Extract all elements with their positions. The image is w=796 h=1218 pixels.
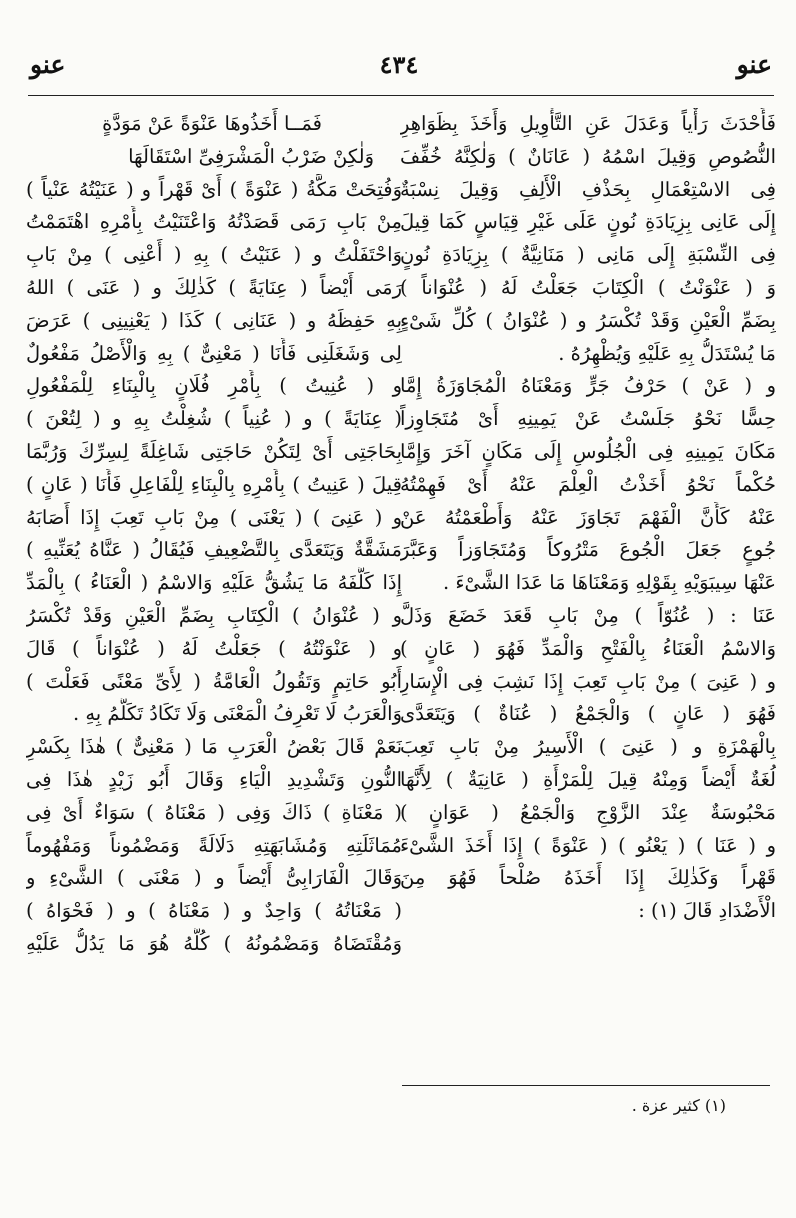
text-line: مَكَانَ يَمِينِهِ فِى الْجُلُوسِ إِلَى مَكَانٍ آخَرَ وَإِمَّا	[400, 439, 776, 463]
text-line: وَ ( عَنْوَنْتُ ) الْكِتَابَ جَعَلْتُ لَهُ ( عُنْوَاناً )	[400, 275, 776, 299]
text-line: الْأَضْدَادِ قَالَ (١) :	[638, 899, 776, 923]
text-line: مَحْبُوسَةٌ عِنْدَ الزَّوْجِ وَالْجَمْعُ ( عَوَانٍ )	[400, 800, 776, 824]
text-line: فَهُوَ ( عَانٍ ) وَالْجَمْعُ ( عُنَاةٌ ) وَيَتَعَدَّى	[400, 702, 776, 726]
footnote-rule	[402, 1085, 770, 1086]
text-line: و ( عَنِىَ ) ( يَعْنَى ) مِنْ بَابِ تَعِبَ إِذَا أَصَابَهُ	[26, 505, 402, 529]
text-line: النُّونِ وَتَشْدِيدِ الْيَاءِ وَقَالَ أَبُو زَيْدٍ هٰذَا فِى	[26, 767, 402, 791]
right-column	[400, 108, 776, 928]
text-line: بِالْهَمْزَةِ و ( عَنِىَ ) الْأَسِيرُ مِنْ بَابِ تَعِبَ	[400, 735, 776, 759]
text-line: و ( عُنِيتُ ) بِأَمْرِ فُلَانٍ بِالْبِنَاءِ لِلْمَفْعُولِ	[26, 374, 402, 398]
text-line: فِى الاسْتِعْمَالِ بِحَذْفِ الْأَلِفِ وَقِيلَ نِسْبَةٌ	[400, 177, 776, 201]
text-line: ( عِنَايَةً ) و ( عُنِياً ) شُغِلْتُ بِهِ و ( لِتُعْنَ )	[26, 407, 402, 431]
text-line: بِهِ حَفِظَهُ و ( عَنَانِى ) كَذَا ( يَعْنِينِى ) عَرَضَ	[26, 308, 402, 332]
text-line: أَبُو حَاتِمٍ وَتَقُولُ الْعَامَّةُ ( لِأَىِّ مَعْنًى فَعَلْتَ )	[26, 669, 402, 693]
text-line: النُّصُوصِ وَقِيلَ اسْمُهُ ( عَانَانٌ ) وَلٰكِنَّهُ خُفِّفَ	[400, 144, 776, 168]
text-line: مُمَاثَلَتِهِ وَمُشَابَهَتِهِ دَلَالَةً وَمَضْمُوناً وَمَفْهُوماً	[26, 833, 402, 857]
text-line: وَقَالَ الْفَارَابِىُّ أَيْضاً و ( مَعْنَى ) الشَّىْءِ و	[26, 866, 402, 890]
text-line: فَأَحْدَثَ رَأْياً وَعَدَلَ عَنِ التَّأْوِيلِ وَأَخَذَ بِظَوَاهِرِ	[400, 112, 776, 135]
text-line: بِضَمِّ الْعَيْنِ وَقَدْ تُكْسَرُ و ( عُنْوَانُ ) كُلِّ شَىْءٍ	[400, 308, 776, 332]
text-line: عَنَا : ( عُنُوّاً ) مِنْ بَابِ قَعَدَ خَضَعَ وَذَلَّ	[400, 603, 776, 627]
page-number: ٤٣٤	[379, 50, 419, 79]
text-line: وَاحْتَفَلْتُ و ( عَنَيْتُ ) بِهِ ( أَعْنِى ) مِنْ بَابِ	[26, 243, 402, 267]
header-guide-word-left: عنو	[30, 50, 66, 79]
text-line: إِذَا كَلَّفَهُ مَا يَشُقُّ عَلَيْهِ وَالاسْمُ ( الْعَنَاءُ ) بِالْمَدِّ	[26, 571, 402, 595]
text-line: نَعَمْ قَالَ بَعْضُ الْعَرَبِ مَا ( مَعْنِىٌّ ) هٰذَا بِكَسْرِ	[26, 735, 402, 759]
text-line: فَمَــا أَخَذُوهَا عَنْوَةً عَنْ مَوَدَّةٍ	[102, 112, 322, 135]
text-line: و ( عَنْ ) حَرْفُ جَرٍّ وَمَعْنَاهُ الْمُجَاوَزَةُ إِمَّا	[400, 374, 776, 398]
text-line: وَالاسْمُ الْعَنَاءُ بِالْفَتْحِ وَالْمَدِّ فَهُوَ ( عَانٍ )	[400, 636, 776, 660]
text-line: حُكْماً نَحْوُ أَخَذْتُ الْعِلْمَ عَنْهُ أَىْ فَهِمْتُهُ	[400, 472, 776, 496]
text-line: عَنْهُ كَأَنَّ الْفَهْمَ تَجَاوَزَ عَنْهُ وَأَطْعَمْتُهُ عَنْ	[400, 505, 776, 529]
text-line: ( مَعْنَاةِ ) ذَاكَ وَفِى ( مَعْنَاهُ ) سَوَاءٌ أَىْ فِى	[26, 800, 402, 824]
text-line: قِيلَ ( عَنِيتُ ) بِأَمْرِهِ بِالْبِنَاءِ لِلْفَاعِلِ فَأَنَا ( عَانٍ )	[26, 472, 402, 496]
header-guide-word-right: عنو	[736, 50, 772, 79]
text-line: إِلَى عَانِى بِزِيَادَةِ نُونٍ عَلَى غَيْرِ قِيَاسٍ كَمَا قِيلَ	[400, 210, 776, 234]
text-line: ( مَعْنَاتُهُ ) وَاحِدٌ و ( مَعْنَاهُ ) و ( فَحْوَاهُ )	[26, 899, 402, 923]
text-line: وَمُقْتَضَاهُ وَمَضْمُونُهُ ) كُلُّهُ هُوَ مَا يَدُلُّ عَلَيْهِ	[26, 931, 402, 955]
left-column	[26, 108, 402, 961]
text-line: مَا يُسْتَدَلُّ بِهِ عَلَيْهِ وَيُظْهِرُهُ .	[558, 341, 776, 365]
text-line: و ( عُنْوَانُ ) الْكِتَابِ بِضَمِّ الْعَيْنِ وَقَدْ تُكْسَرُ	[26, 603, 402, 627]
text-line: وَفُتِحَتْ مَكَّةُ ( عَنْوَةً ) أَىْ قَهْراً و ( عَنَيْتُهُ عَنْياً )	[26, 177, 402, 201]
header-rule	[28, 95, 774, 96]
text-line: مِنْ بَابِ رَمَى قَصَدْتُهُ وَاعْتَنَيْتُ بِأَمْرِهِ اهْتَمَمْتُ	[26, 210, 402, 234]
text-line: فِى النِّسْبَةِ إِلَى مَانِى ( مَنَانِيَّةٌ ) بِزِيَادَةِ نُونٍ	[400, 243, 776, 267]
text-line: جُوعٍ جَعَلَ الْجُوعَ مَتْرُوكاً وَمُتَجَاوَزاً وَعَبَّرَ	[400, 538, 776, 562]
text-line: لِى وَشَغَلَنِى فَأَنَا ( مَعْنِىٌّ ) بِهِ وَالْأَصْلُ مَفْعُولٌ	[26, 341, 402, 365]
footnote: (١) كثير عزة .	[631, 1096, 726, 1115]
text-line: قَهْراً وَكَذٰلِكَ إِذَا أَخَذَهُ صُلْحاً فَهُوَ مِنَ	[400, 866, 776, 890]
text-line: لُغَةٌ أَيْضاً وَمِنْهُ قِيلَ لِلْمَرْأَةِ ( عَانِيَةٌ ) لِأَنَّهَا	[400, 767, 776, 791]
text-line: حِسًّا نَحْوُ جَلَسْتُ عَنْ يَمِينِهِ أَىْ مُتَجَاوِزاً	[400, 407, 776, 431]
page-header	[24, 38, 774, 98]
text-line: مَشَقَّةٌ وَيَتَعَدَّى بِالتَّضْعِيفِ فَيُقَالُ ( عَنَّاهُ يُعَنِّيهِ )	[26, 538, 402, 562]
text-line: بِحَاجَتِى أَىْ لِتَكُنْ حَاجَتِى شَاغِلَةً لِسِرِّكَ وَرُبَّمَا	[26, 439, 402, 463]
text-line: و ( عَنِىَ ) مِنْ بَابِ تَعِبَ إِذَا نَشِبَ فِى الْإِسَارِ	[400, 669, 776, 693]
text-line: وَلٰكِنْ ضَرْبُ الْمَشْرَفِىِّ اسْتَقَالَهَا	[128, 144, 374, 168]
text-line: و ( عَنَا ) ( يَعْنُو ) ( عَنْوَةً ) إِذَا أَخَذَ الشَّىْءَ	[400, 833, 776, 857]
text-line: رَمَى أَيْضاً ( عِنَايَةً ) كَذٰلِكَ و ( عَنَى ) اللهُ	[26, 275, 402, 299]
text-line: و ( عَنْوَنْتُهُ ) جَعَلْتُ لَهُ ( عُنْوَاناً ) قَالَ	[26, 636, 402, 660]
text-line: عَنْهَا سِيبَوَيْهِ بِقَوْلِهِ وَمَعْنَاهَا مَا عَدَا الشَّىْءَ .	[442, 571, 776, 595]
text-line: وَالْعَرَبُ لَا تَعْرِفُ الْمَعْنَى وَلَا تَكَادُ تَكَلَّمُ بِهِ .	[72, 702, 402, 726]
